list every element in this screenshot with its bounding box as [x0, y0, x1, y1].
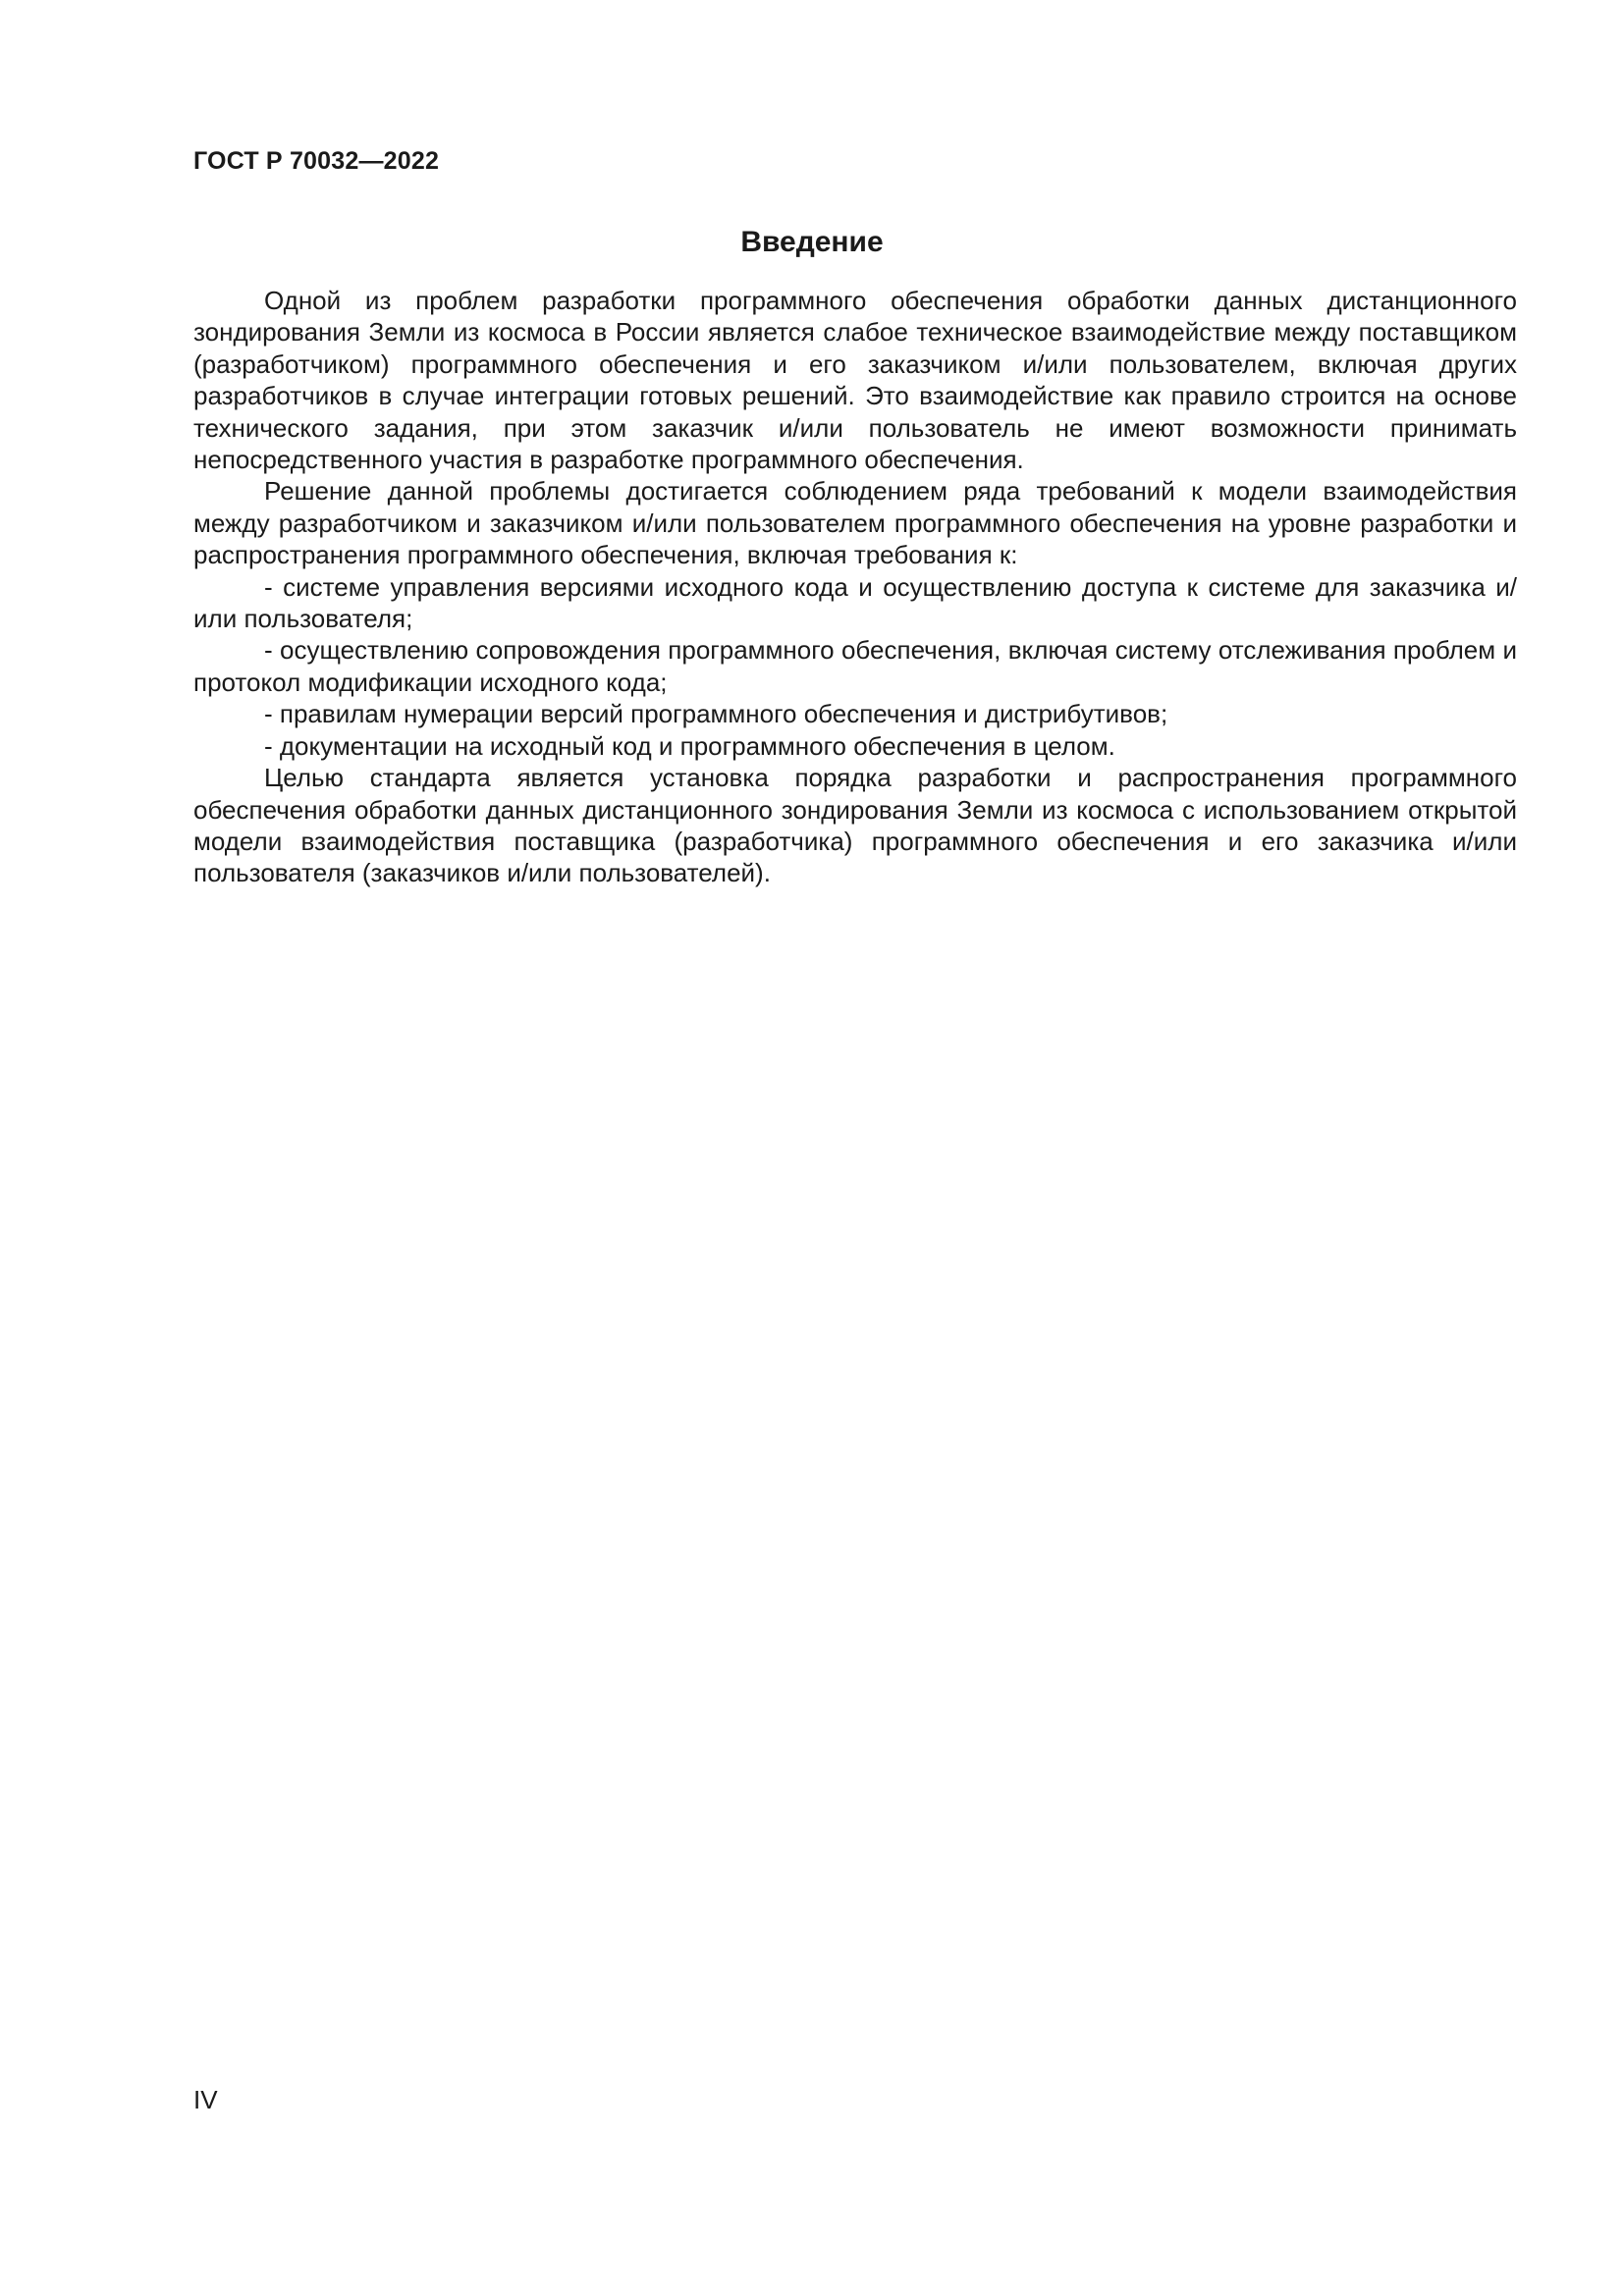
list-item-version-control: - системе управления версиями исходного кода и осуществлению доступа к системе для заказчика и/или пользователя; [193, 571, 1517, 634]
body-text [193, 285, 1517, 889]
section-title: Введение [740, 226, 884, 258]
list-item-maintenance: - осуществлению сопровождения программного обеспечения, включая систему отслеживания проблем и протокол модификации исходного кода; [193, 635, 1517, 697]
standard-code-header: ГОСТ Р 70032—2022 [193, 147, 440, 175]
paragraph-problem: Одной из проблем разработки программного обеспечения обработки данных дистанционного зондирования Земли из космоса в России является слабое техническое взаимодействие между поставщиком (разработчиком) программного обеспечения и его заказчиком и/или пользователем, включая других разработчиков в случае интеграции готовых решений. Это взаимодействие как правило строится на основе технического задания, при этом заказчик и/или пользователь не имеют возможности принимать непосредственного участия в разработке программного обеспечения. [193, 286, 1517, 475]
list-item-version-numbering: - правилам нумерации версий программного обеспечения и дистрибутивов; [264, 699, 1168, 729]
paragraph-goal: Целью стандарта является установка порядка разработки и распространения программного обеспечения обработки данных дистанционного зондирования Земли из космоса с использованием открытой модели взаимодействия поставщика (разработчика) программного обеспечения и его заказчика и/или пользователя (заказчиков и/или пользователей). [193, 763, 1517, 888]
paragraph-solution: Решение данной проблемы достигается соблюдением ряда требований к модели взаимодействия между разработчиком и заказчиком и/или пользователем программного обеспечения на уровне разработки и распространения программного обеспечения, включая требования к: [193, 476, 1517, 570]
list-item-documentation: - документации на исходный код и программного обеспечения в целом. [264, 730, 1115, 761]
page-number: IV [193, 2085, 218, 2114]
